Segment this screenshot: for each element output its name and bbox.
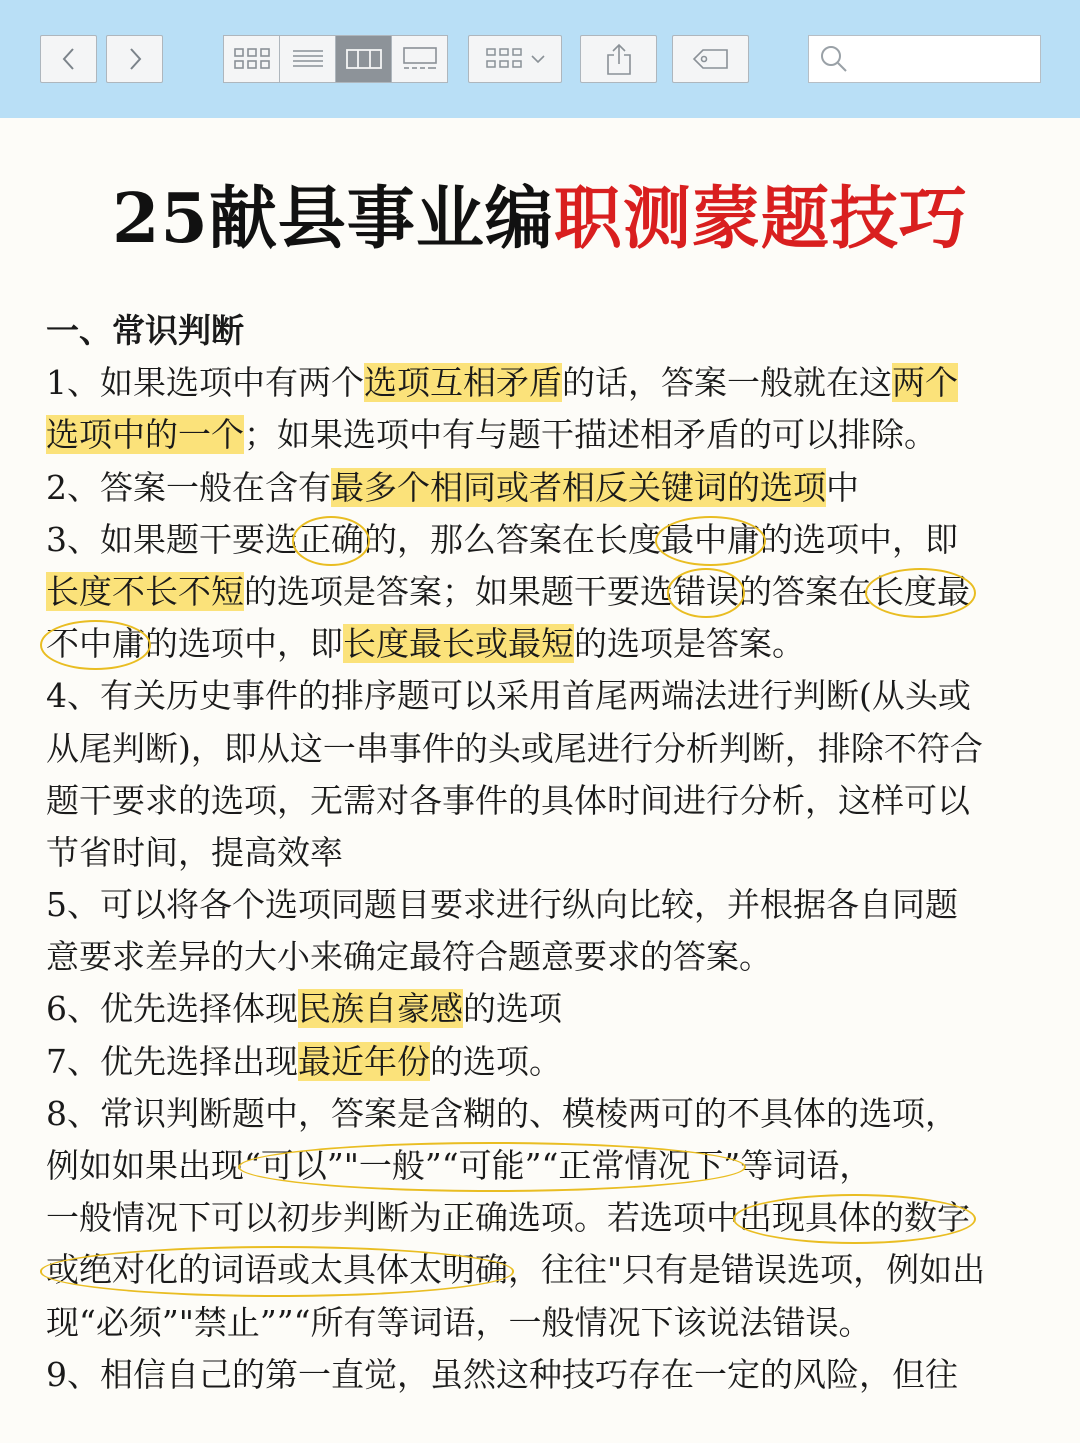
circled-text: 不中庸 <box>46 618 145 670</box>
highlight: 最近年份 <box>298 1041 430 1081</box>
text-segment: 3、如果题干要选 <box>46 519 298 559</box>
column-view-button[interactable] <box>335 35 392 83</box>
page-title <box>0 176 1080 262</box>
chevron-down-icon <box>530 53 546 65</box>
title-part-black: 25献县事业编 <box>112 179 554 259</box>
circled-text: 正确 <box>298 514 364 566</box>
chevron-left-icon <box>59 46 79 72</box>
circled-text: 错误 <box>673 566 739 618</box>
column-view-icon <box>345 48 383 70</box>
toolbar <box>0 0 1080 118</box>
text-line <box>46 983 1046 1035</box>
gallery-view-button[interactable] <box>391 35 448 83</box>
text-line: 题干要求的选项，无需对各事件的具体时间进行分析，这样可以 <box>46 780 970 820</box>
text-line <box>46 1244 1046 1296</box>
highlight: 民族自豪感 <box>298 989 463 1029</box>
share-icon <box>604 42 634 76</box>
text-segment: 的选项是答案。 <box>574 624 805 664</box>
text-line: 4、有关历史事件的排序题可以采用首尾两端法进行判断(从头或 <box>46 676 971 716</box>
gallery-view-icon <box>401 46 439 72</box>
text-line <box>46 462 1046 514</box>
text-line: 9、相信自己的第一直觉，虽然这种技巧存在一定的风险，但往 <box>46 1354 958 1394</box>
search-field[interactable] <box>808 35 1041 83</box>
text-segment: 一般情况下可以初步判断为正确选项。若选项中 <box>46 1198 739 1238</box>
text-line: 8、常识判断题中，答案是含糊的、模棱两可的不具体的选项， <box>46 1093 958 1133</box>
text-segment: 的选项 <box>463 989 562 1029</box>
text-segment: ；如果选项中有与题干描述相矛盾的可以排除。 <box>244 415 937 455</box>
highlight: 长度最长或最短 <box>343 624 574 664</box>
group-by-dropdown[interactable] <box>468 35 562 83</box>
circled-text: “可以”"一般”“可能”“正常情况下” <box>244 1140 740 1192</box>
text-segment: 的选项中，即 <box>145 624 343 664</box>
view-mode-switcher <box>224 35 448 83</box>
text-segment: 7、优先选择出现 <box>46 1041 298 1081</box>
circled-text: 出现具体的数字 <box>739 1192 970 1244</box>
back-button[interactable] <box>40 35 97 83</box>
text-line <box>46 1036 1046 1088</box>
text-segment: 2、答案一般在含有 <box>46 467 331 507</box>
text-line: 5、可以将各个选项同题目要求进行纵向比较，并根据各自同题 <box>46 885 958 925</box>
text-segment: 的选项。 <box>430 1041 562 1081</box>
grid-view-icon <box>232 46 272 72</box>
tag-button[interactable] <box>672 35 749 83</box>
text-line <box>46 618 1046 670</box>
circled-text: 或绝对化的词语或太具体太明确 <box>46 1244 508 1296</box>
text-line: 现“必须”"禁止””“所有等词语，一般情况下该说法错误。 <box>46 1302 872 1342</box>
group-grid-icon <box>484 46 524 72</box>
highlight: 选项中的一个 <box>46 415 244 455</box>
section-heading: 一、常识判断 <box>46 311 244 350</box>
list-view-icon <box>290 47 326 71</box>
circled-text: 长度最 <box>871 566 970 618</box>
highlight: 两个 <box>892 363 958 403</box>
text-segment: 的答案在 <box>739 571 871 611</box>
search-icon <box>819 44 849 74</box>
text-line <box>46 566 1046 618</box>
list-view-button[interactable] <box>279 35 336 83</box>
text-line: 意要求差异的大小来确定最符合题意要求的答案。 <box>46 937 772 977</box>
text-segment: ，往往"只有是错误选项，例如出 <box>508 1250 986 1290</box>
text-segment: 1、如果选项中有两个 <box>46 363 364 403</box>
text-segment: 的选项是答案；如果题干要选 <box>244 571 673 611</box>
text-line <box>46 409 1046 461</box>
grid-view-button[interactable] <box>223 35 280 83</box>
forward-button[interactable] <box>106 35 163 83</box>
highlight: 长度不长不短 <box>46 571 244 611</box>
circled-text: 最中庸 <box>661 514 760 566</box>
text-line: 从尾判断)，即从这一串事件的头或尾进行分析判断，排除不符合 <box>46 728 983 768</box>
highlight: 最多个相同或者相反关键词的选项 <box>331 467 826 507</box>
text-line <box>46 514 1046 566</box>
chevron-right-icon <box>125 46 145 72</box>
text-segment: 6、优先选择体现 <box>46 989 298 1029</box>
text-segment: 的，那么答案在长度 <box>364 519 661 559</box>
title-part-red: 职测蒙题技巧 <box>553 179 968 259</box>
text-line <box>46 357 1046 409</box>
text-segment: 例如如果出现 <box>46 1146 244 1185</box>
text-segment: 中 <box>826 467 859 507</box>
text-segment: 的话，答案一般就在这 <box>562 363 892 403</box>
text-line: 节省时间，提高效率 <box>46 832 343 872</box>
article-body <box>46 305 1046 1401</box>
tag-icon <box>691 47 731 71</box>
text-segment: 等词语， <box>740 1146 873 1185</box>
text-line <box>46 1140 1046 1192</box>
share-button[interactable] <box>580 35 657 83</box>
text-line <box>46 1192 1046 1244</box>
text-segment: 的选项中，即 <box>760 519 958 559</box>
highlight: 选项互相矛盾 <box>364 363 562 403</box>
